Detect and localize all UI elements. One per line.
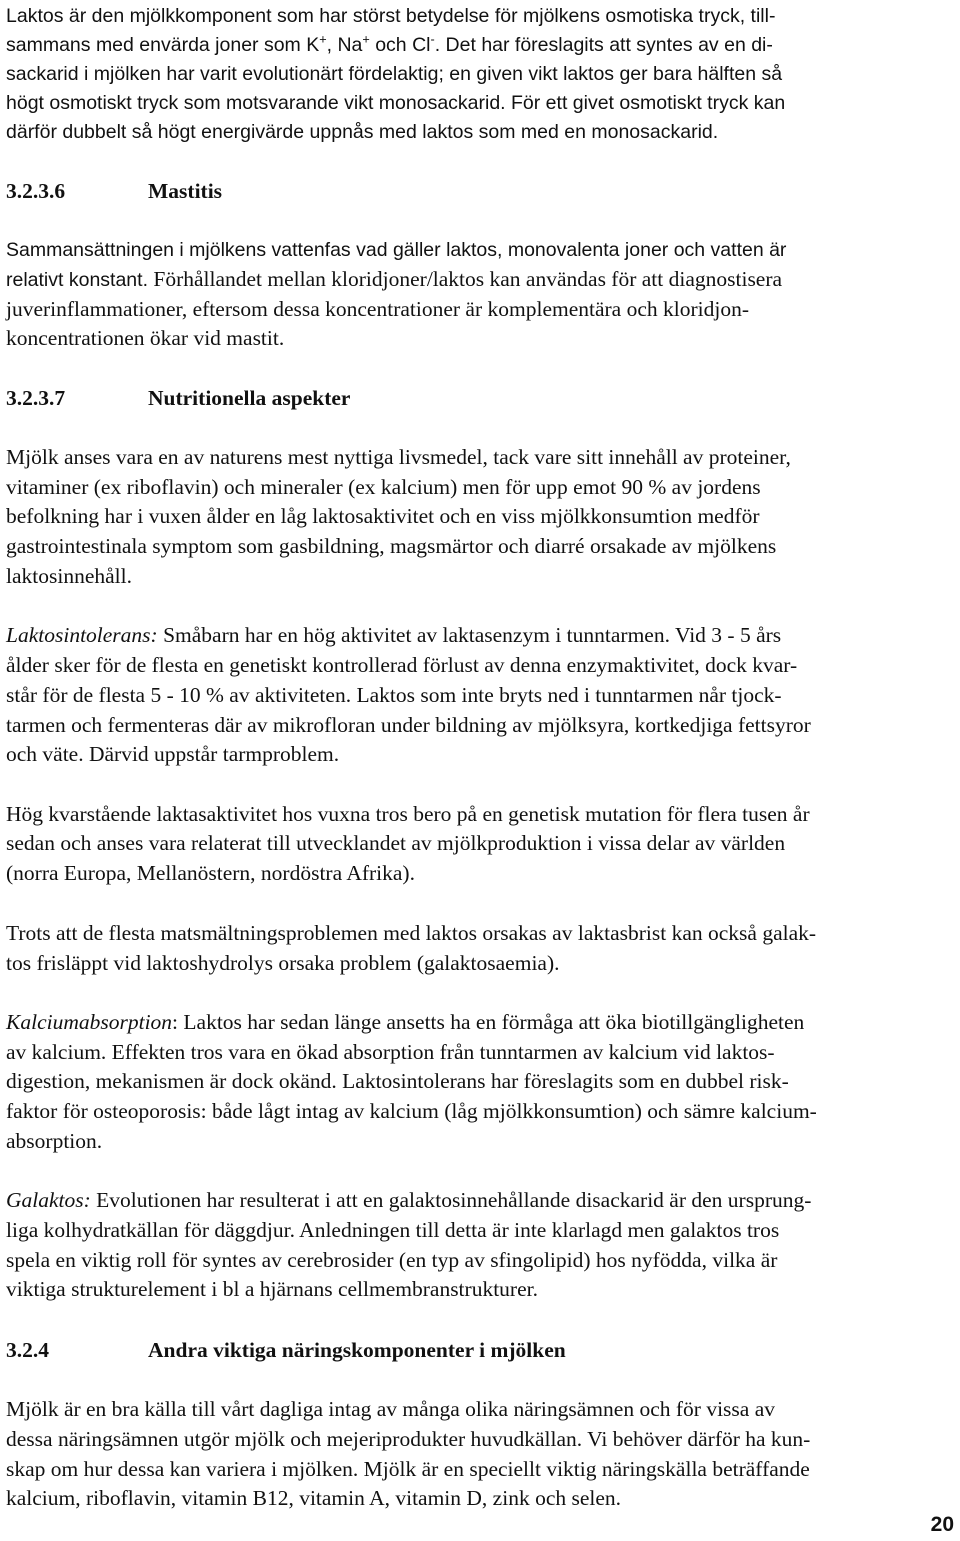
nutrition-p1-line-5: laktosinnehåll. bbox=[6, 564, 132, 588]
lactose-intolerance-term: Laktosintolerans: bbox=[6, 623, 158, 647]
intro-line-5: därför dubbelt så högt energivärde uppnås med laktos som med en monosackarid. bbox=[6, 121, 719, 143]
mastitis-line-4: koncentrationen ökar vid mastit. bbox=[6, 326, 285, 350]
galactose-line-4: viktiga strukturelement i bl a hjärnans cellmembranstrukturer. bbox=[6, 1277, 538, 1301]
galactose-line-2: liga kolhydratkällan för däggdjur. Anledningen till detta är inte klarlagd men galaktos tros bbox=[6, 1218, 780, 1242]
calcium-line-5: absorption. bbox=[6, 1129, 103, 1153]
section-title-nutrition: Nutritionella aspekter bbox=[148, 386, 351, 410]
galactosaemia-line-2: tos frisläppt vid laktoshydrolys orsaka problem (galaktosaemia). bbox=[6, 951, 560, 975]
nutrition-p1-line-1: Mjölk anses vara en av naturens mest nyttiga livsmedel, tack vare sitt innehåll av proteiner, bbox=[6, 445, 791, 469]
page-number: 20 bbox=[930, 1513, 954, 1536]
galactose-line-1: Galaktos: Evolutionen har resulterat i att en galaktosinnehållande disackarid är den ursprung- bbox=[6, 1188, 812, 1212]
calcium-line-1: Kalciumabsorption: Laktos har sedan länge ansetts ha en förmåga att öka biotillgängligheten bbox=[6, 1010, 805, 1034]
section-number-mastitis: 3.2.3.6 bbox=[6, 179, 66, 203]
galactose-term: Galaktos: bbox=[6, 1188, 91, 1212]
galactose-line-3: spela en viktig roll för syntes av cerebrosider (en typ av sfingolipid) hos nyfödda, vilka är bbox=[6, 1248, 778, 1272]
lactase-persistence-line-2: sedan och anses vara relaterat till utvecklandet av mjölkproduktion i vissa delar av världen bbox=[6, 831, 786, 855]
section-title-other: Andra viktiga näringskomponenter i mjölken bbox=[148, 1338, 566, 1362]
intro-line-2: sammans med envärda joner som K+, Na+ och Cl-. Det har föreslagits att syntes av en di- bbox=[6, 32, 773, 56]
intro-line-1: Laktos är den mjölkkomponent som har störst betydelse för mjölkens osmotiska tryck, till- bbox=[6, 5, 776, 27]
other-line-2: dessa näringsämnen utgör mjölk och mejeriprodukter huvudkällan. Vi behöver därför ha kun- bbox=[6, 1427, 811, 1451]
section-title-mastitis: Mastitis bbox=[148, 179, 223, 203]
intro-line-3: sackarid i mjölken har varit evolutionärt fördelaktig; en given vikt laktos ger bara hälften så bbox=[6, 63, 783, 85]
other-line-1: Mjölk är en bra källa till vårt dagliga intag av många olika näringsämnen och för vissa av bbox=[6, 1397, 775, 1421]
nutrition-p1-line-2: vitaminer (ex riboflavin) och mineraler (ex kalcium) men för upp emot 90 % av jordens bbox=[6, 475, 761, 499]
nutrition-p1-line-3: befolkning har i vuxen ålder en låg laktosaktivitet och en viss mjölkkonsumtion medför bbox=[6, 504, 760, 528]
other-line-4: kalcium, riboflavin, vitamin B12, vitamin A, vitamin D, zink och selen. bbox=[6, 1486, 622, 1510]
section-number-nutrition: 3.2.3.7 bbox=[6, 386, 66, 410]
lactase-persistence-line-3: (norra Europa, Mellanöstern, nordöstra Afrika). bbox=[6, 861, 415, 885]
mastitis-line-2: relativt konstant. Förhållandet mellan kloridjoner/laktos kan användas för att diagnostisera bbox=[6, 267, 783, 291]
nutrition-p1-line-4: gastrointestinala symptom som gasbildning, magsmärtor och diarré orsakade av mjölkens bbox=[6, 534, 777, 558]
calcium-absorption-term: Kalciumabsorption bbox=[6, 1010, 173, 1034]
lactose-intolerance-line-5: och väte. Därvid uppstår tarmproblem. bbox=[6, 742, 340, 766]
mastitis-line-1: Sammansättningen i mjölkens vattenfas vad gäller laktos, monovalenta joner och vatten är bbox=[6, 239, 787, 261]
calcium-line-2: av kalcium. Effekten tros vara en ökad absorption från tunntarmen av kalcium vid laktos- bbox=[6, 1040, 775, 1064]
other-line-3: skap om hur dessa kan variera i mjölken. Mjölk är en speciellt viktig näringskälla beträffande bbox=[6, 1457, 810, 1481]
lactase-persistence-line-1: Hög kvarstående laktasaktivitet hos vuxna tros bero på en genetisk mutation för flera tusen år bbox=[6, 802, 810, 826]
lactose-intolerance-line-3: står för de flesta 5 - 10 % av aktiviteten. Laktos som inte bryts ned i tunntarmen når tjock- bbox=[6, 683, 782, 707]
lactose-intolerance-line-2: ålder sker för de flesta en genetiskt kontrollerad förlust av denna enzymaktivitet, dock kvar- bbox=[6, 653, 798, 677]
lactose-intolerance-line-4: tarmen och fermenteras där av mikrofloran under bildning av mjölksyra, kortkedjiga fettsyror bbox=[6, 713, 811, 737]
calcium-line-3: digestion, mekanismen är dock okänd. Laktosintolerans har föreslagits som en dubbel risk- bbox=[6, 1069, 789, 1093]
intro-line-4: högt osmotiskt tryck som motsvarande vikt monosackarid. För ett givet osmotiskt tryck kan bbox=[6, 92, 786, 114]
section-number-other: 3.2.4 bbox=[6, 1338, 49, 1362]
lactose-intolerance-line-1: Laktosintolerans: Småbarn har en hög aktivitet av laktasenzym i tunntarmen. Vid 3 - 5 års bbox=[6, 623, 782, 647]
galactosaemia-line-1: Trots att de flesta matsmältningsproblemen med laktos orsakas av laktasbrist kan också galak- bbox=[6, 921, 817, 945]
mastitis-line-3: juverinflammationer, eftersom dessa koncentrationer är komplementära och kloridjon- bbox=[6, 297, 750, 321]
calcium-line-4: faktor för osteoporosis: både lågt intag av kalcium (låg mjölkkonsumtion) och sämre kalcium- bbox=[6, 1099, 817, 1123]
